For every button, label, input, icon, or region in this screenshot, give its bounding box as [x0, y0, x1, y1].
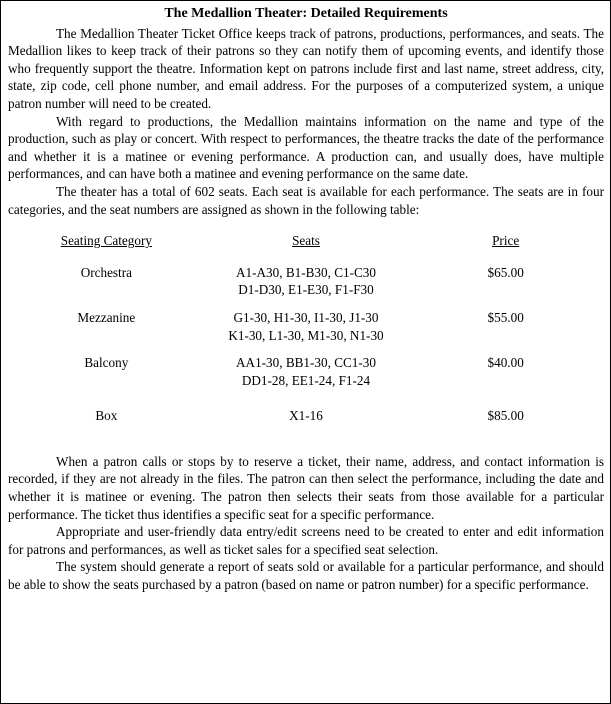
- seating-table-header-row: [8, 232, 604, 264]
- seats-cell: [205, 264, 408, 309]
- seats-cell: [205, 309, 408, 354]
- seats-cell: [205, 354, 408, 399]
- header-seating-category: Seating Category: [60, 233, 152, 249]
- paragraph-seats-intro: The theater has a total of 602 seats. Each seat is available for each performance. The seats are in four categories, and the seat numbers are assigned as shown in the following table:: [8, 183, 604, 217]
- category-cell: Balcony: [84, 355, 129, 371]
- table-row: [8, 354, 604, 399]
- paragraph-data-entry: Appropriate and user-friendly data entry/edit screens need to be created to enter and edit information for patrons and performances, as well as ticket sales for a specified seat selection.: [8, 524, 604, 557]
- seats-line: G1-30, H1-30, I1-30, J1-30: [233, 309, 379, 325]
- header-price: Price: [492, 233, 520, 249]
- seats-line: DD1-28, EE1-24, F1-24: [241, 372, 371, 388]
- seats-line: AA1-30, BB1-30, CC1-30: [236, 355, 376, 371]
- header-seats: Seats: [292, 233, 320, 249]
- category-cell: Mezzanine: [77, 309, 136, 325]
- seating-table: [8, 232, 604, 425]
- price-cell: $40.00: [487, 355, 524, 371]
- seats-line: A1-A30, B1-B30, C1-C30: [236, 264, 376, 280]
- table-row: [8, 309, 604, 354]
- seats-cell: [205, 399, 408, 425]
- table-row: [8, 264, 604, 309]
- category-cell: Orchestra: [80, 264, 132, 280]
- paragraph-reservation: When a patron calls or stops by to reserve a ticket, their name, address, and contact information is recorded, if they are not already in the files. The patron can then select the performance, including the date and whether it is matinee or evening. The patron then selects their seats from those available for a particular performance. The ticket thus identifies a specific seat for a specific performance.: [8, 453, 604, 522]
- seats-line: X1-16: [289, 408, 323, 424]
- paragraph-productions: With regard to productions, the Medallion maintains information on the name and type of the production, such as play or concert. With respect to performances, the theatre tracks the date of the performance and whether it is a matinee or evening performance. A production can, and usually does, have multiple performances, and can have both a matinee and evening performance on the same date.: [8, 113, 604, 182]
- seats-line: D1-D30, E1-E30, F1-F30: [238, 282, 374, 298]
- seats-line: K1-30, L1-30, M1-30, N1-30: [228, 327, 384, 343]
- table-row: [8, 399, 604, 425]
- paragraph-reporting: The system should generate a report of seats sold or available for a particular performance, and should be able to show the seats purchased by a patron (based on name or patron number) for a specific performance.: [8, 559, 604, 593]
- paragraph-patrons: The Medallion Theater Ticket Office keeps track of patrons, productions, performances, and seats. The Medallion likes to keep track of their patrons so they can notify them of upcoming events, and identify those who frequently support the theatre. Information kept on patrons include first and last name, street address, city, state, zip code, cell phone number, and email address. For the purposes of a computerized system, a unique patron number will need to be created.: [8, 25, 604, 111]
- price-cell: $55.00: [487, 309, 524, 325]
- document-title: The Medallion Theater: Detailed Requirements: [164, 6, 448, 21]
- price-cell: $65.00: [487, 264, 524, 280]
- category-cell: Box: [95, 408, 118, 424]
- price-cell: $85.00: [487, 408, 524, 424]
